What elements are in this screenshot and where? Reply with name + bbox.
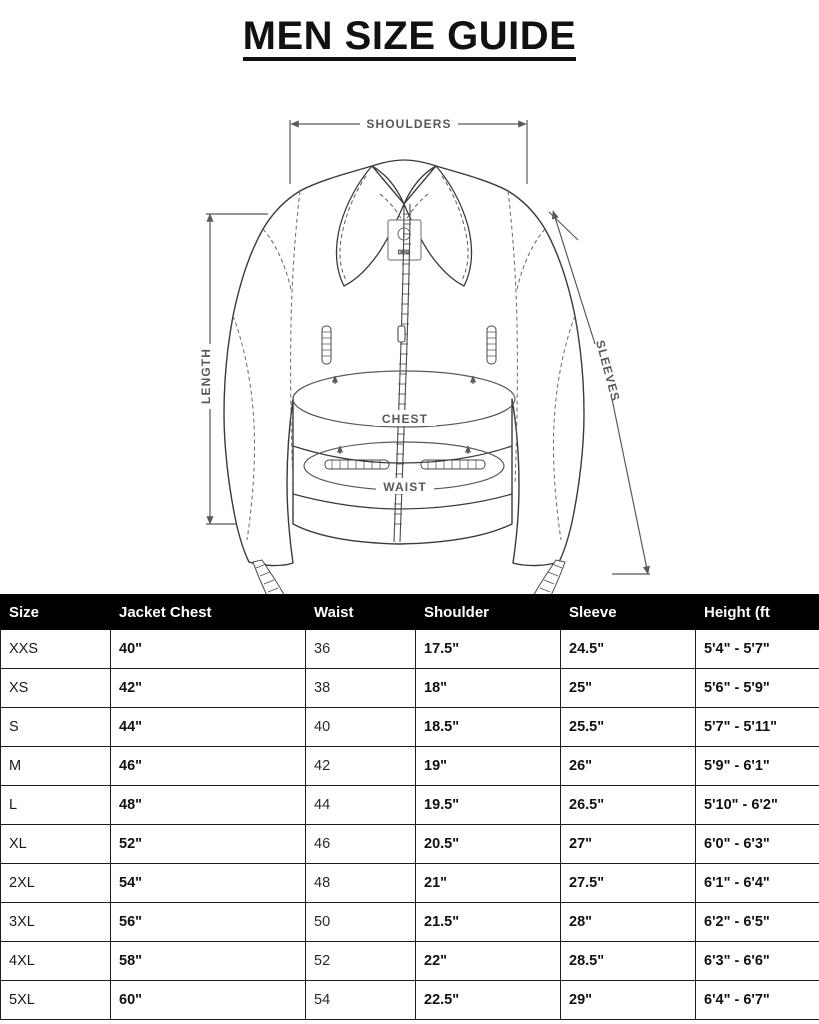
table-header-row	[1, 595, 819, 630]
cell-waist: 50	[306, 903, 416, 942]
table-row	[1, 825, 819, 864]
cell-size: M	[1, 747, 111, 786]
cell-shoulder: 19"	[416, 747, 561, 786]
cell-sleeve: 28.5"	[561, 942, 696, 981]
size-table-body	[1, 630, 819, 1020]
cell-height: 6'2" - 6'5"	[696, 903, 819, 942]
cell-sleeve: 25"	[561, 669, 696, 708]
cell-shoulder: 20.5"	[416, 825, 561, 864]
cell-height: 5'6" - 5'9"	[696, 669, 819, 708]
cell-shoulder: 21.5"	[416, 903, 561, 942]
label-chest: CHEST	[381, 412, 429, 426]
cell-size: 4XL	[1, 942, 111, 981]
page-title-container	[0, 0, 819, 58]
cell-size: 5XL	[1, 981, 111, 1020]
cell-sleeve: 27"	[561, 825, 696, 864]
table-row	[1, 786, 819, 825]
cell-height: 5'4" - 5'7"	[696, 630, 819, 669]
cell-height: 5'7" - 5'11"	[696, 708, 819, 747]
col-header-shoulder: Shoulder	[416, 595, 561, 630]
cuff-zippers	[253, 560, 565, 594]
size-table-header	[1, 595, 819, 630]
cell-jacket-chest: 46"	[111, 747, 306, 786]
cell-jacket-chest: 44"	[111, 708, 306, 747]
cell-jacket-chest: 42"	[111, 669, 306, 708]
table-row	[1, 903, 819, 942]
cell-jacket-chest: 48"	[111, 786, 306, 825]
cell-jacket-chest: 56"	[111, 903, 306, 942]
cell-sleeve: 26.5"	[561, 786, 696, 825]
cell-size: XL	[1, 825, 111, 864]
col-header-sleeve: Sleeve	[561, 595, 696, 630]
table-row	[1, 981, 819, 1020]
cell-jacket-chest: 54"	[111, 864, 306, 903]
table-row	[1, 630, 819, 669]
size-table-container	[0, 594, 819, 1024]
cell-size: 3XL	[1, 903, 111, 942]
cell-shoulder: 19.5"	[416, 786, 561, 825]
cell-height: 5'9" - 6'1"	[696, 747, 819, 786]
label-shoulders: SHOULDERS	[366, 117, 452, 131]
cell-size: XXS	[1, 630, 111, 669]
cell-height: 6'0" - 6'3"	[696, 825, 819, 864]
cell-sleeve: 28"	[561, 903, 696, 942]
cell-shoulder: 22.5"	[416, 981, 561, 1020]
cell-shoulder: 17.5"	[416, 630, 561, 669]
label-sleeves: SLEEVES	[592, 338, 623, 404]
svg-text:DIFG: DIFG	[398, 250, 410, 256]
col-header-size: Size	[1, 595, 111, 630]
cell-jacket-chest: 40"	[111, 630, 306, 669]
cell-sleeve: 24.5"	[561, 630, 696, 669]
cell-waist: 38	[306, 669, 416, 708]
cell-shoulder: 18.5"	[416, 708, 561, 747]
cell-jacket-chest: 52"	[111, 825, 306, 864]
cell-shoulder: 22"	[416, 942, 561, 981]
cell-waist: 54	[306, 981, 416, 1020]
cell-waist: 36	[306, 630, 416, 669]
cell-waist: 48	[306, 864, 416, 903]
label-waist: WAIST	[383, 480, 427, 494]
cell-waist: 52	[306, 942, 416, 981]
table-row	[1, 747, 819, 786]
cell-shoulder: 18"	[416, 669, 561, 708]
cell-size: XS	[1, 669, 111, 708]
size-table	[0, 594, 819, 1020]
cell-sleeve: 27.5"	[561, 864, 696, 903]
cell-height: 6'3" - 6'6"	[696, 942, 819, 981]
cell-height: 5'10" - 6'2"	[696, 786, 819, 825]
cell-waist: 40	[306, 708, 416, 747]
cell-waist: 44	[306, 786, 416, 825]
cell-size: L	[1, 786, 111, 825]
col-header-jacket-chest: Jacket Chest	[111, 595, 306, 630]
cell-waist: 42	[306, 747, 416, 786]
cell-sleeve: 29"	[561, 981, 696, 1020]
cell-shoulder: 21"	[416, 864, 561, 903]
cell-jacket-chest: 60"	[111, 981, 306, 1020]
table-row	[1, 669, 819, 708]
cell-size: 2XL	[1, 864, 111, 903]
cell-jacket-chest: 58"	[111, 942, 306, 981]
cell-size: S	[1, 708, 111, 747]
col-header-height: Height (ft	[696, 595, 819, 630]
cell-height: 6'1" - 6'4"	[696, 864, 819, 903]
table-row	[1, 942, 819, 981]
jacket-measurement-diagram	[0, 54, 819, 594]
cell-sleeve: 26"	[561, 747, 696, 786]
table-row	[1, 864, 819, 903]
table-row	[1, 708, 819, 747]
cell-height: 6'4" - 6'7"	[696, 981, 819, 1020]
col-header-waist: Waist	[306, 595, 416, 630]
label-length: LENGTH	[199, 348, 213, 404]
page-title: MEN SIZE GUIDE	[243, 16, 577, 61]
cell-sleeve: 25.5"	[561, 708, 696, 747]
cell-waist: 46	[306, 825, 416, 864]
